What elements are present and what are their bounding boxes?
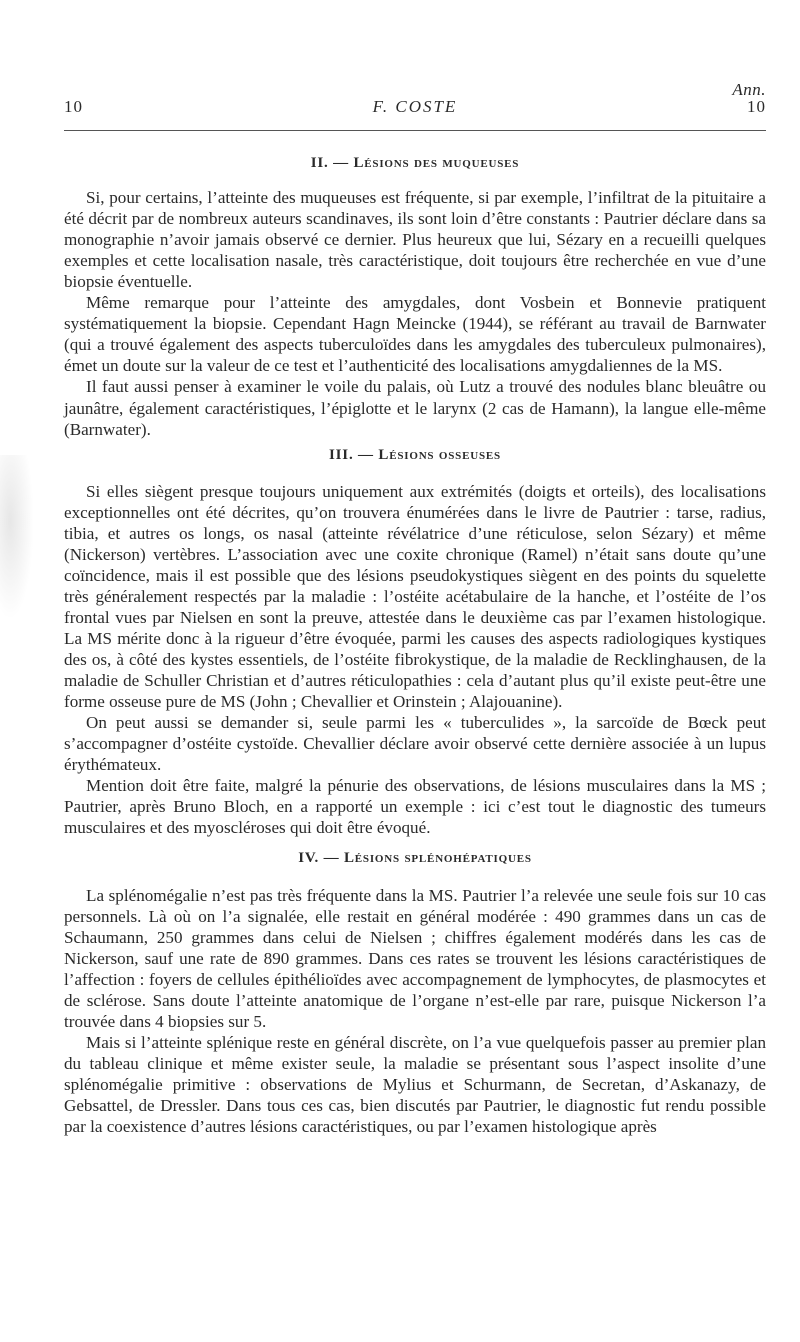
paragraph: Mention doit être faite, malgré la pénurie des observations, de lésions musculaires dans la MS ; Pautrier, après Bruno Bloch, en a rapporté un exemple : ici c’est tout le diagnostic des tumeurs musculaires et des myoscléroses qui doit être évoqué. <box>64 776 766 838</box>
paragraph: Si, pour certains, l’atteinte des muqueuses est fréquente, si par exemple, l’infiltrat de la pituitaire a été décrit par de nombreux auteurs scandinaves, ils sont loin d’être constants : Pautrier déclare dans sa monographie n’avoir jamais observé ce dernier. Plus heureux que lui, Sézary en a recueilli quelques exemples et cette localisation nasale, très caractéristique, doit toujours être recherchée en vue d’une biopsie éventuelle. <box>64 188 766 292</box>
page-body <box>64 150 766 1137</box>
section-heading-osseuses: III. — Lésions osseuses <box>329 446 501 463</box>
section-heading-muqueuses: II. — Lésions des muqueuses <box>310 155 520 171</box>
margin-stain <box>0 455 34 620</box>
annotation-corner-label: Ann. <box>732 80 766 99</box>
paragraph: Même remarque pour l’atteinte des amygdales, dont Vosbein et Bonnevie pratiquent systématiquement la biopsie. Cependant Hagn Meincke (1944), se référant au travail de Barnwater (qui a trouvé également des aspects tuberculoïdes dans les amygdales des tuberculeux pulmonaires), émet un doute sur la valeur de ce test et l’authenticité des localisations amygdaliennes de la MS. <box>64 293 766 376</box>
paragraph: Il faut aussi penser à examiner le voile du palais, où Lutz a trouvé des nodules blanc bleuâtre ou jaunâtre, également caractéristiques, l’épiglotte et le larynx (2 cas de Hamann), la langue elle-même (Barnwater). <box>64 377 766 439</box>
paragraph: Mais si l’atteinte splénique reste en général discrète, on l’a vue quelquefois passer au premier plan du tableau clinique et même exister seule, la maladie se présentant sous l’aspect insolite d’une splénomégalie primitive : observations de Mylius et Schurmann, de Secretan, d’Askanazy, de Gebsattel, de Dressler. Dans tous ces cas, bien discutés par Pautrier, le diagnostic fut rendu possible par la coexistence d’autres lésions caractéristiques, ou par l’examen histologique après <box>64 1032 766 1137</box>
author-heading: F. COSTE <box>372 97 458 116</box>
running-head <box>64 97 766 117</box>
header-rule <box>64 130 766 131</box>
page-number-right: 10 <box>747 97 766 116</box>
section-heading-splenohepatiques: IV. — Lésions splénohépatiques <box>298 850 532 867</box>
page-number-left: 10 <box>64 97 83 116</box>
paragraph: La splénomégalie n’est pas très fréquente dans la MS. Pautrier l’a relevée une seule fois sur 10 cas personnels. Là où on l’a signalée, elle restait en général modérée : 490 grammes dans un cas de Schaumann, 250 grammes dans celui de Nielsen ; chiffres également modérés dans les cas de Nickerson, sauf une rate de 890 grammes. Dans ces rates se trouvent les lésions caractéristiques de l’affection : foyers de cellules épithélioïdes avec accompagnement de lymphocytes, de plasmocytes et de sclérose. Sans doute l’atteinte anatomique de l’organe n’est-elle par rare, puisque Nickerson l’a trouvée dans 4 biopsies sur 5. <box>64 885 766 1031</box>
paragraph: On peut aussi se demander si, seule parmi les « tuberculides », la sarcoïde de Bœck peut s’accompagner d’ostéite cystoïde. Chevallier déclare avoir observé cette dernière associée à un lupus érythémateux. <box>64 713 766 775</box>
paragraph: Si elles siègent presque toujours uniquement aux extrémités (doigts et orteils), des localisations exceptionnelles ont été décrites, qu’on trouvera énumérées dans le livre de Pautrier : tarse, radius, tibia, et autres os longs, os nasal (atteinte révélatrice d’une réticulose, selon Sézary) et même (Nickerson) vertèbres. L’association avec une coxite chronique (Ramel) n’était sans doute qu’une coïncidence, mais il est possible que des lésions pseudokystiques siègent en des points du squelette très généralement respectés par la maladie : l’ostéite acétabulaire de la hanche, et l’ostéite de l’os frontal vues par Nielsen en sont la preuve, attestée dans le deuxième cas par l’examen histologique. La MS mérite donc à la rigueur d’être évoquée, parmi les causes des aspects radiologiques kystiques des os, à côté des kystes essentiels, de l’ostéite fibrokystique, de la maladie de Recklinghausen, de la maladie de Schuller Christian et d’autres réticulopathies : cela d’autant plus qu’il existe peut-être une forme osseuse pure de MS (John ; Chevallier et Orinstein ; Alajouanine). <box>64 481 766 712</box>
